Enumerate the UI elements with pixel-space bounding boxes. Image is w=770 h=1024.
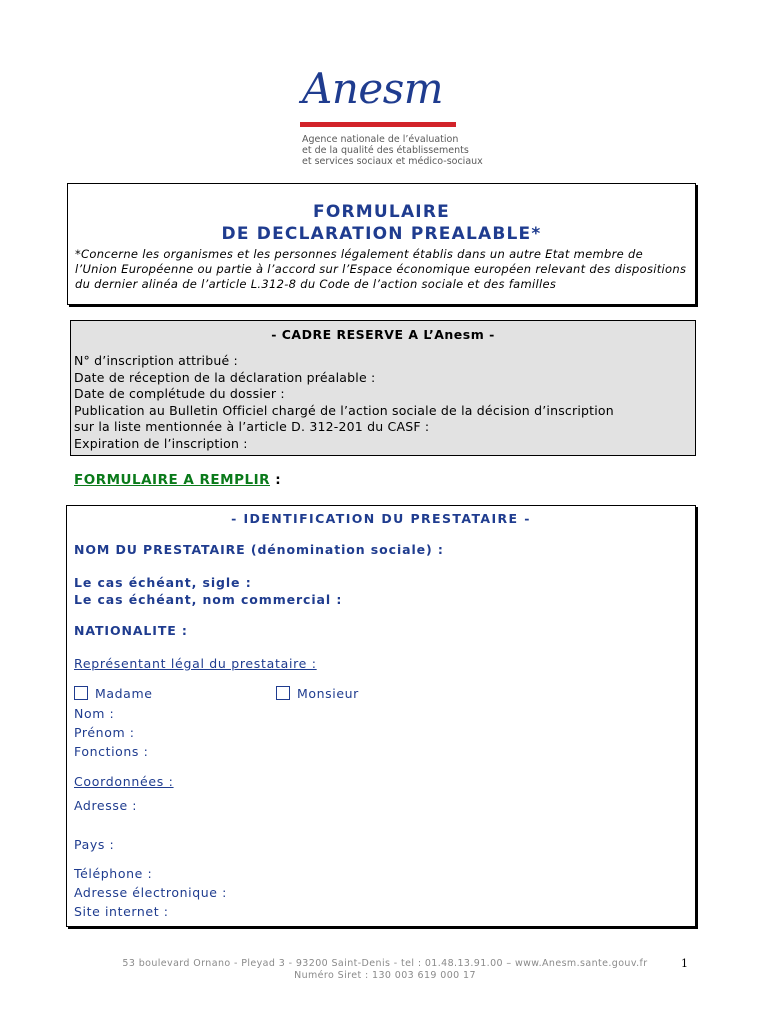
logo-wordmark: Anesm [302, 64, 444, 113]
reserved-field: Publication au Bulletin Officiel chargé de l’action sociale de la décision d’inscription [74, 402, 614, 418]
fill-form-label [74, 472, 281, 488]
logo-subtitle-line: Agence nationale de l’évaluation [302, 134, 459, 145]
logo-subtitle-line: et de la qualité des établissements [302, 145, 469, 156]
reserved-box [70, 320, 696, 456]
reserved-field: N° d’inscription attribué : [74, 353, 238, 368]
last-name-field[interactable]: Nom : [74, 706, 115, 721]
logo-subtitle-line: et services sociaux et médico-sociaux [302, 156, 483, 167]
form-title-line1: FORMULAIRE [313, 202, 450, 222]
functions-field[interactable]: Fonctions : [74, 744, 149, 759]
identification-heading: - IDENTIFICATION DU PRESTATAIRE - [231, 511, 531, 526]
country-field[interactable]: Pays : [74, 837, 115, 852]
nationality-field[interactable]: NATIONALITE : [74, 623, 188, 638]
provider-name-field[interactable]: NOM DU PRESTATAIRE (dénomination sociale) : [74, 542, 444, 557]
reserved-field: Date de complétude du dossier : [74, 386, 285, 401]
page-number: 1 [681, 957, 688, 970]
reserved-field: Date de réception de la déclaration préalable : [74, 369, 376, 385]
fill-form-colon: : [270, 472, 282, 488]
logo-subtitle [302, 134, 482, 167]
first-name-field[interactable]: Prénom : [74, 725, 135, 740]
email-field[interactable]: Adresse électronique : [74, 885, 227, 900]
madame-label: Madame [95, 686, 153, 701]
reserved-field: sur la liste mentionnée à l’article D. 312-201 du CASF : [74, 419, 430, 434]
footer-siret: Numéro Siret : 130 003 619 000 17 [294, 970, 476, 981]
title-box [67, 183, 696, 305]
acronym-field[interactable]: Le cas échéant, sigle : [74, 575, 252, 590]
reserved-list [71, 353, 695, 452]
commercial-name-field[interactable]: Le cas échéant, nom commercial : [74, 592, 343, 607]
monsieur-label: Monsieur [297, 686, 359, 701]
madame-option[interactable] [74, 686, 153, 701]
logo-red-bar [300, 122, 456, 127]
legal-representative-heading: Représentant légal du prestataire : [74, 656, 317, 671]
website-field[interactable]: Site internet : [74, 904, 169, 919]
anesm-logo [296, 64, 483, 173]
reserved-field: Expiration de l’inscription : [74, 435, 248, 451]
form-title-line2: DE DECLARATION PREALABLE* [221, 224, 542, 244]
fill-form-title: FORMULAIRE A REMPLIR [74, 472, 270, 488]
madame-checkbox[interactable] [74, 686, 88, 700]
title-footnote: *Concerne les organismes et les personnes légalement établis dans un autre Etat membre de l’Union Européenne ou partie à l’accord sur l’Espace économique européen relevant des dispositions du dernier alinéa de l’article L.312-8 du Code de l’action sociale et des familles [75, 247, 687, 291]
contact-details-heading: Coordonnées : [74, 774, 174, 789]
address-field[interactable]: Adresse : [74, 798, 138, 813]
page-footer [0, 958, 770, 982]
monsieur-checkbox[interactable] [276, 686, 290, 700]
reserved-heading: - CADRE RESERVE A L’Anesm - [271, 327, 495, 342]
identification-box [66, 505, 696, 927]
phone-field[interactable]: Téléphone : [74, 866, 153, 881]
monsieur-option[interactable] [276, 686, 359, 701]
footer-address: 53 boulevard Ornano - Pleyad 3 - 93200 Saint-Denis - tel : 01.48.13.91.00 – www.Anesm.sante.gouv.fr [122, 958, 648, 969]
